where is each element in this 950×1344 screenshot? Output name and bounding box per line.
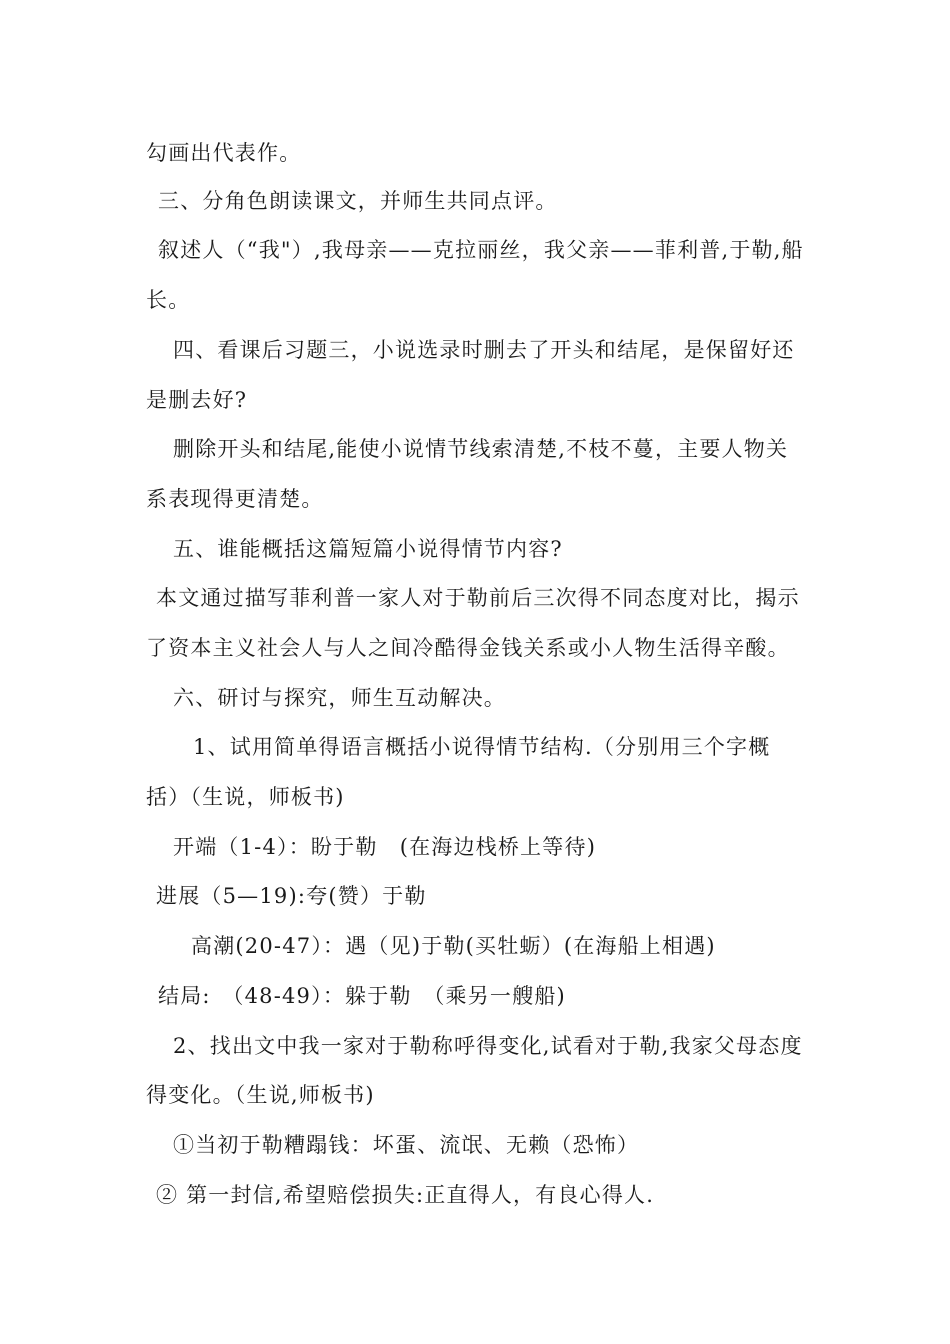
- text-line: 括）（生说，师板书): [146, 785, 345, 809]
- plot-item: 高潮(20-47）：遇（见)于勒(买牡蛎）(在海船上相遇): [191, 934, 716, 958]
- text-line: 了资本主义社会人与人之间冷酷得金钱关系或小人物生活得辛酸。: [146, 636, 790, 660]
- text-line: 是删去好?: [146, 388, 248, 412]
- section-heading: 四、看课后习题三，小说选录时删去了开头和结尾，是保留好还: [173, 338, 795, 362]
- list-item: ①当初于勒糟蹋钱：坏蛋、流氓、无赖（恐怖）: [173, 1133, 640, 1157]
- section-heading: 六、研讨与探究，师生互动解决。: [173, 686, 506, 710]
- text-line: 叙述人（“我"）,我母亲——克拉丽丝，我父亲——菲利普,于勒,船: [158, 238, 804, 262]
- text-line: 1、试用简单得语言概括小说得情节结构.（分别用三个字概: [193, 735, 771, 759]
- plot-item: 进展（5—19):夸(赞）于勒: [156, 884, 427, 908]
- section-heading: 三、分角色朗读课文，并师生共同点评。: [158, 189, 558, 213]
- text-line: 长。: [146, 288, 191, 312]
- text-line: 勾画出代表作。: [146, 141, 302, 165]
- text-line: 本文通过描写菲利普一家人对于勒前后三次得不同态度对比，揭示: [156, 586, 800, 610]
- text-line: 删除开头和结尾,能使小说情节线索清楚,不枝不蔓，主要人物关: [173, 437, 789, 461]
- section-heading: 五、谁能概括这篇短篇小说得情节内容?: [173, 537, 563, 561]
- text-line: 系表现得更清楚。: [146, 487, 324, 511]
- plot-item: 结局: （48-49）：躲于勒 （乘另一艘船): [158, 984, 566, 1008]
- text-line: 2、找出文中我一家对于勒称呼得变化,试看对于勒,我家父母态度: [173, 1034, 803, 1058]
- list-item: ② 第一封信,希望赔偿损失:正直得人，有良心得人.: [156, 1183, 655, 1207]
- text-line: 得变化。（生说,师板书): [146, 1083, 375, 1107]
- plot-item: 开端（1-4）：盼于勒 (在海边栈桥上等待): [173, 835, 597, 859]
